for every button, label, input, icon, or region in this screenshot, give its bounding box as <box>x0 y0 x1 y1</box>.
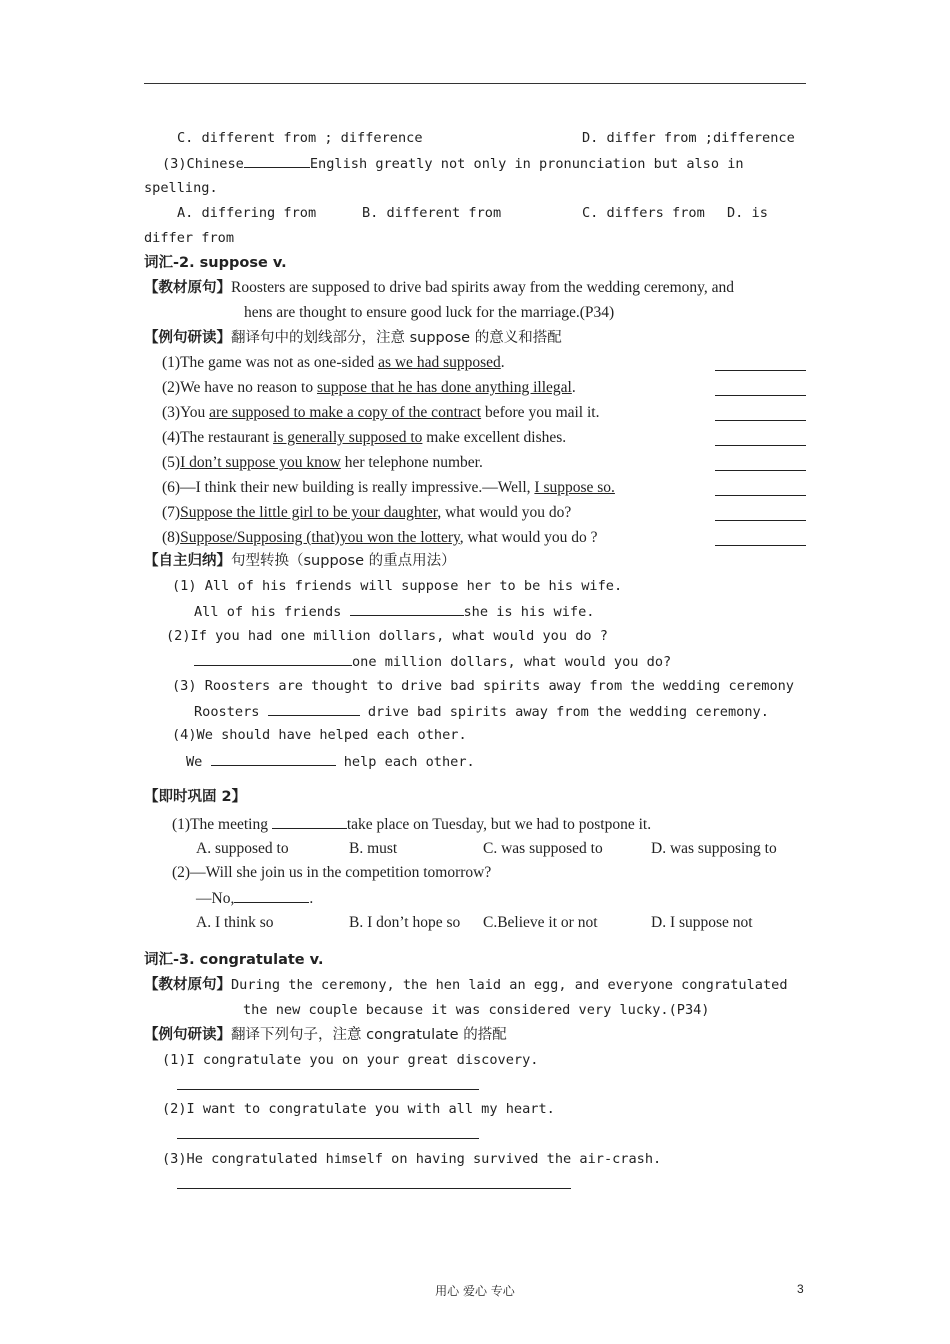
sentence-2: (2)I want to congratulate you with all my heart. <box>162 1101 555 1117</box>
answer-blank[interactable] <box>211 752 336 766</box>
answer-blank[interactable] <box>268 702 360 716</box>
question-3: (3)Chinese English greatly not only in pronunciation but also in <box>162 156 744 172</box>
example-3: (3)You are supposed to make a copy of the contract before you mail it. <box>162 404 600 421</box>
textbook-sentence-cont: the new couple because it was considered very lucky.(P34) <box>243 1002 710 1018</box>
transform-3-answer: Roosters drive bad spirits away from the wedding ceremony. <box>194 704 769 720</box>
answer-blank[interactable] <box>350 602 464 616</box>
answer-line[interactable] <box>177 1089 479 1090</box>
page-number: 3 <box>797 1282 804 1296</box>
textbook-sentence: 【教材原句】Roosters are supposed to drive bad spirits away from the wedding ceremony, and <box>144 279 735 296</box>
sentence-1: (1)I congratulate you on your great discovery. <box>162 1052 539 1068</box>
option-d-cont: differ from <box>144 230 235 246</box>
header-rule <box>144 83 806 84</box>
answer-line[interactable] <box>715 445 806 446</box>
study-heading: 【例句研读】翻译句中的划线部分，注意 suppose 的意义和搭配 <box>144 330 562 346</box>
option-d: D. differ from ;difference <box>582 130 795 146</box>
answer-blank[interactable] <box>272 815 347 829</box>
answer-line[interactable] <box>177 1138 479 1139</box>
answer-line[interactable] <box>177 1188 571 1189</box>
consolidate-q2-reply: —No, . <box>196 890 314 907</box>
example-2: (2)We have no reason to suppose that he has done anything illegal. <box>162 379 576 396</box>
textbook-sentence-cont: hens are thought to ensure good luck for the marriage.(P34) <box>244 304 615 321</box>
answer-line[interactable] <box>715 520 806 521</box>
example-7: (7)Suppose the little girl to be your daughter, what would you do? <box>162 504 572 521</box>
answer-line[interactable] <box>715 470 806 471</box>
consolidate-heading: 【即时巩固 2】 <box>144 789 247 805</box>
example-8: (8)Suppose/Supposing (that)you won the lottery, what would you do ? <box>162 529 598 546</box>
option-b: B. different from <box>362 205 502 221</box>
example-5: (5)I don’t suppose you know her telephone number. <box>162 454 483 471</box>
vocab-3-heading: 词汇-3. congratulate v. <box>144 952 324 968</box>
option-b: B. I don’t hope so <box>349 914 461 931</box>
transform-4-answer: We help each other. <box>186 754 475 770</box>
answer-line[interactable] <box>715 395 806 396</box>
option-a: A. supposed to <box>196 840 289 857</box>
answer-line[interactable] <box>715 495 806 496</box>
textbook-sentence: 【教材原句】During the ceremony, the hen laid an egg, and everyone congratulated <box>144 977 788 993</box>
option-c: C. was supposed to <box>483 840 603 857</box>
option-c: C. different from ; difference <box>177 130 423 146</box>
answer-line[interactable] <box>715 370 806 371</box>
option-b: B. must <box>349 840 398 857</box>
answer-line[interactable] <box>715 420 806 421</box>
example-4: (4)The restaurant is generally supposed to make excellent dishes. <box>162 429 567 446</box>
answer-blank[interactable] <box>194 652 352 666</box>
transform-3: (3) Roosters are thought to drive bad spirits away from the wedding ceremony <box>172 678 794 694</box>
footer-motto: 用心 爱心 专心 <box>435 1284 515 1298</box>
option-d: D. was supposing to <box>651 840 777 857</box>
option-c: C. differs from <box>582 205 705 221</box>
option-a: A. differing from <box>177 205 317 221</box>
question-3-cont: spelling. <box>144 180 218 196</box>
vocab-2-heading: 词汇-2. suppose v. <box>144 255 287 271</box>
study-heading: 【例句研读】翻译下列句子，注意 congratulate 的搭配 <box>144 1027 507 1043</box>
example-6: (6)—I think their new building is really impressive.—Well, I suppose so. <box>162 479 615 496</box>
answer-blank[interactable] <box>234 889 309 903</box>
option-d: D. I suppose not <box>651 914 753 931</box>
sentence-3: (3)He congratulated himself on having survived the air-crash. <box>162 1151 662 1167</box>
option-d: D. is <box>727 205 768 221</box>
transform-1: (1) All of his friends will suppose her to be his wife. <box>172 578 623 594</box>
consolidate-q1: (1)The meeting take place on Tuesday, but we had to postpone it. <box>172 816 652 833</box>
option-c: C.Believe it or not <box>483 914 598 931</box>
transform-1-answer: All of his friends she is his wife. <box>194 604 595 620</box>
transform-2-answer: one million dollars, what would you do? <box>194 652 671 671</box>
answer-line[interactable] <box>715 545 806 546</box>
transform-4: (4)We should have helped each other. <box>172 727 467 743</box>
summary-heading: 【自主归纳】句型转换（suppose 的重点用法） <box>144 553 456 569</box>
example-1: (1)The game was not as one-sided as we had supposed. <box>162 354 505 371</box>
consolidate-q2: (2)—Will she join us in the competition tomorrow? <box>172 864 492 881</box>
transform-2: (2)If you had one million dollars, what would you do ? <box>166 628 608 644</box>
option-a: A. I think so <box>196 914 274 931</box>
answer-blank[interactable] <box>244 154 310 168</box>
